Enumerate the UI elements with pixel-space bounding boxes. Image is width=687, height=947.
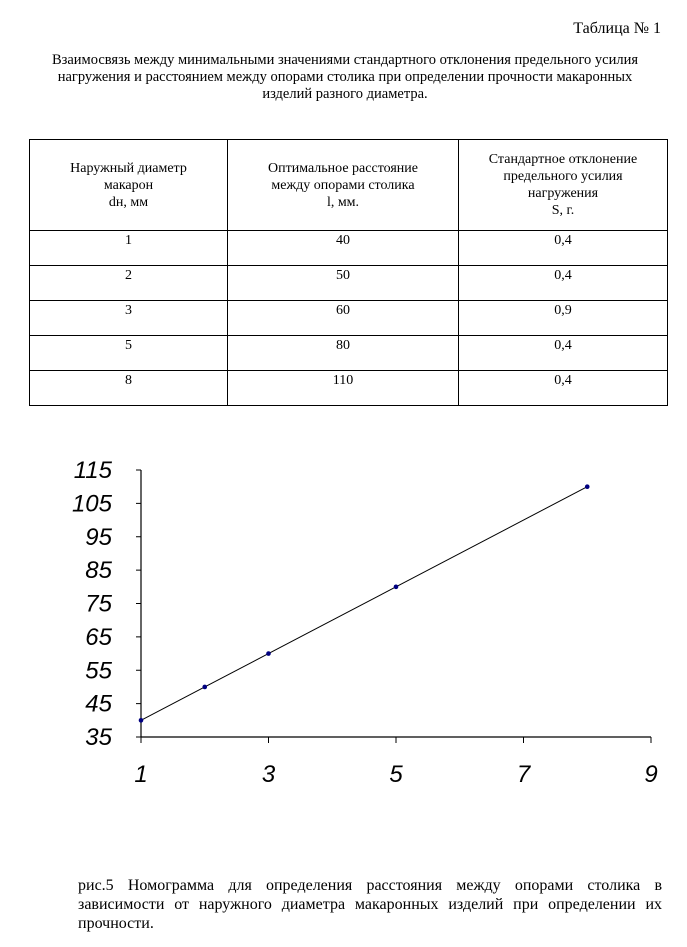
cell-diameter: 1 bbox=[30, 231, 228, 266]
data-point bbox=[139, 718, 144, 723]
table-caption: Взаимосвязь между минимальными значениями стандартного отклонения предельного усилия нагружения и расстоянием между опорами столика при определении прочности макаронных изделий разного диаметра. bbox=[51, 52, 639, 102]
x-axis-ticks bbox=[134, 737, 657, 788]
table-row bbox=[30, 336, 668, 371]
header-line: l, мм. bbox=[326, 194, 360, 210]
data-point bbox=[202, 685, 207, 690]
header-line: макарон bbox=[103, 177, 154, 193]
header-standard-deviation bbox=[459, 140, 668, 231]
series-line bbox=[141, 487, 587, 721]
y-tick-label: 105 bbox=[71, 490, 112, 518]
header-line: S, г. bbox=[551, 203, 575, 218]
y-tick-label: 45 bbox=[85, 690, 112, 718]
header-line: Наружный диаметр bbox=[70, 160, 187, 176]
header-line: Оптимальное расстояние bbox=[267, 160, 418, 176]
figure-caption: рис.5 Номограмма для определения расстояния между опорами столика в зависимости от наружного диаметра макаронных изделий при определении их прочности. bbox=[78, 877, 662, 932]
header-support-distance bbox=[228, 140, 459, 231]
data-point bbox=[394, 585, 399, 590]
cell-distance: 110 bbox=[228, 371, 459, 406]
cell-distance: 80 bbox=[228, 336, 459, 371]
cell-distance: 50 bbox=[228, 266, 459, 301]
y-tick-label: 55 bbox=[85, 657, 112, 685]
x-tick-label: 1 bbox=[134, 761, 148, 788]
data-point bbox=[266, 651, 271, 656]
header-line: между опорами столика bbox=[271, 177, 415, 193]
x-tick-label: 9 bbox=[644, 761, 658, 788]
table-row bbox=[30, 266, 668, 301]
table-row bbox=[30, 371, 668, 406]
header-line: Стандартное отклонение bbox=[488, 152, 638, 167]
x-tick-label: 5 bbox=[389, 761, 403, 788]
cell-diameter: 2 bbox=[30, 266, 228, 301]
table-header-row bbox=[30, 140, 668, 231]
nomogram-chart bbox=[0, 440, 687, 840]
cell-deviation: 0,9 bbox=[459, 301, 668, 336]
cell-diameter: 5 bbox=[30, 336, 228, 371]
y-tick-label: 85 bbox=[85, 557, 112, 585]
cell-deviation: 0,4 bbox=[459, 266, 668, 301]
cell-distance: 60 bbox=[228, 301, 459, 336]
y-tick-label: 35 bbox=[85, 724, 112, 751]
cell-deviation: 0,4 bbox=[459, 231, 668, 266]
header-outer-diameter bbox=[30, 140, 228, 231]
table-number: Таблица № 1 bbox=[573, 20, 661, 37]
chart-axes bbox=[141, 470, 651, 737]
y-tick-label: 115 bbox=[73, 457, 112, 484]
y-tick-label: 75 bbox=[85, 590, 112, 618]
header-line: предельного усилия bbox=[503, 169, 623, 184]
cell-diameter: 8 bbox=[30, 371, 228, 406]
x-tick-label: 7 bbox=[516, 761, 531, 788]
header-line: dн, мм bbox=[108, 194, 149, 210]
y-axis-ticks bbox=[72, 457, 141, 751]
cell-deviation: 0,4 bbox=[459, 371, 668, 406]
table-row bbox=[30, 231, 668, 266]
header-line: нагружения bbox=[527, 186, 599, 201]
y-tick-label: 65 bbox=[85, 623, 112, 651]
cell-diameter: 3 bbox=[30, 301, 228, 336]
cell-deviation: 0,4 bbox=[459, 336, 668, 371]
y-tick-label: 95 bbox=[85, 523, 112, 551]
cell-distance: 40 bbox=[228, 231, 459, 266]
chart-series bbox=[139, 484, 590, 722]
data-table bbox=[29, 139, 668, 406]
table-row bbox=[30, 301, 668, 336]
data-point bbox=[585, 484, 590, 489]
x-tick-label: 3 bbox=[261, 761, 276, 788]
